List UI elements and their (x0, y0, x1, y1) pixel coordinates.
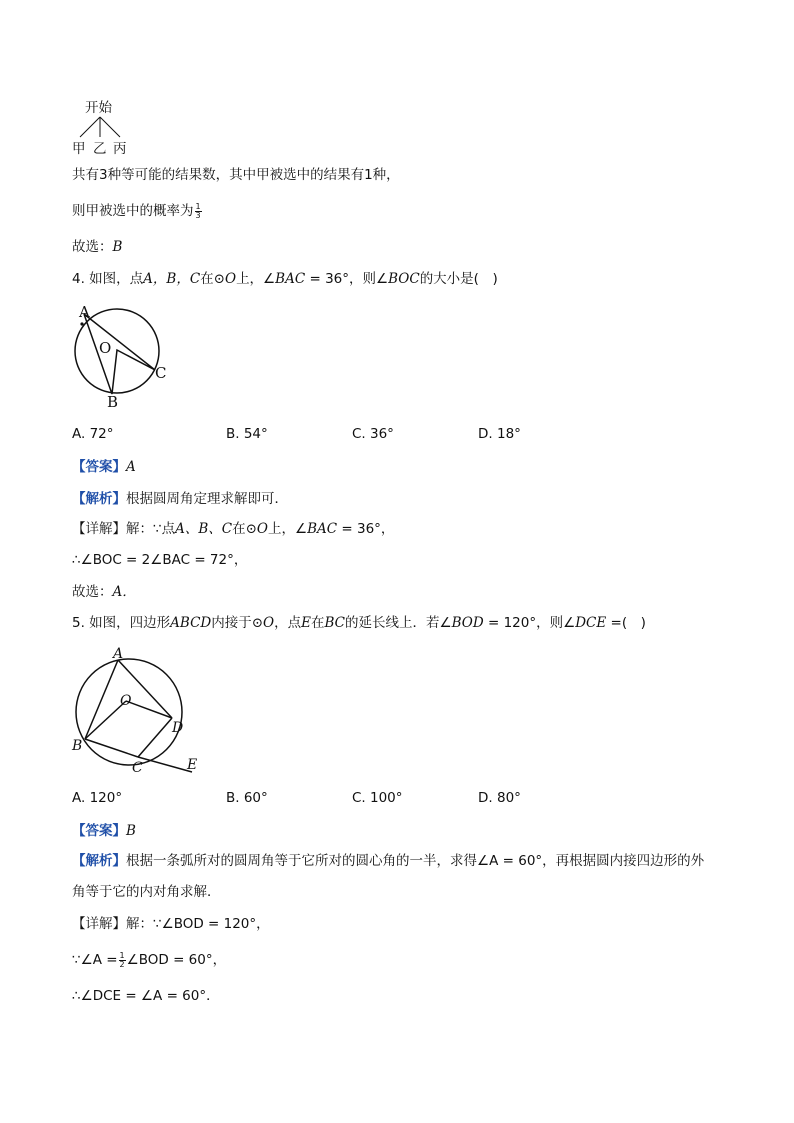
q5-analysis-line2: 角等于它的内对角求解． (72, 884, 221, 900)
fraction-one-half: $\frac{1}{2}$ (119, 950, 125, 969)
q5-analysis-line1: 【解析】根据一条弧所对的圆周角等于它所对的圆心角的一半，求得∠A = 60°，再根据圆内接四边形的外 (72, 853, 705, 869)
q5-option-d: D. 80° (478, 790, 521, 806)
q4-label-a: A (79, 303, 90, 321)
tree-root: 开始 (85, 100, 112, 116)
q4-label-o: O (99, 339, 112, 357)
q5-label-e: E (187, 757, 198, 773)
q5-analysis-tag: 【解析】 (72, 853, 126, 869)
q5-side-bc (85, 739, 138, 757)
q5-option-a: A. 120° (72, 790, 123, 806)
q5-answer-tag: 【答案】 (72, 823, 126, 839)
q3-choice-line: 故选：B (72, 239, 123, 255)
q3-choice: B (112, 239, 123, 255)
tree-leaf-jia: 甲 (72, 141, 86, 157)
q4-answer: A (126, 459, 136, 475)
q5-step2: ∵∠A = $\frac{1}{2}$ ∠BOD = 60°， (72, 950, 227, 969)
q4-option-b: B. 54° (226, 426, 268, 442)
q3-probability-line (72, 202, 203, 220)
q5-label-b: B (72, 738, 83, 754)
q4-label-c: C (155, 364, 167, 382)
q4-stem: 4. 如图，点A，B，C在⊙O上，∠BAC = 36°，则∠BOC的大小是( ) (72, 271, 498, 287)
q5-side-ab (85, 660, 118, 739)
q4-analysis-tag: 【解析】 (72, 491, 126, 507)
q4-option-a: A. 72° (72, 426, 114, 442)
tree-branch-right (100, 117, 120, 137)
tree-leaf-bing: 丙 (113, 141, 127, 157)
q4-option-c: C. 36° (352, 426, 394, 442)
q4-circle-figure (70, 298, 180, 410)
tree-leaf-yi: 乙 (93, 141, 107, 157)
q5-label-c: C (132, 760, 143, 776)
q5-option-c: C. 100° (352, 790, 403, 806)
q4-option-d: D. 18° (478, 426, 521, 442)
q5-label-d: D (172, 720, 184, 736)
q4-analysis-line: 【解析】根据圆周角定理求解即可． (72, 491, 288, 507)
q5-answer-line (72, 822, 136, 840)
q4-detail-line: 【详解】解：∵点A、B、C在⊙O上，∠BAC = 36°， (72, 521, 395, 537)
q5-label-o: O (120, 693, 132, 709)
q5-detail-tag: 【详解】 (72, 916, 126, 932)
q3-result-line: 共有3种等可能的结果数，其中甲被选中的结果有1种， (72, 167, 400, 183)
q4-step2: ∴∠BOC = 2∠BAC = 72°， (72, 552, 248, 568)
tree-diagram (68, 96, 138, 158)
q4-detail-tag: 【详解】 (72, 521, 126, 537)
q4-choice-line: 故选：A． (72, 584, 136, 600)
q5-stem: 5. 如图，四边形ABCD内接于⊙O，点E在BC的延长线上．若∠BOD = 120°，则∠DCE =( ) (72, 615, 646, 631)
q5-detail-line: 【详解】解：∵∠BOD = 120°， (72, 916, 270, 932)
q5-answer: B (126, 823, 136, 839)
q5-option-b: B. 60° (226, 790, 268, 806)
q4-answer-tag: 【答案】 (72, 459, 126, 475)
q5-side-ad (118, 660, 172, 718)
q5-extension-ce (138, 757, 192, 772)
q4-point-a-dot (80, 322, 83, 325)
tree-branch-left (80, 117, 100, 137)
q5-step3: ∴∠DCE = ∠A = 60°． (72, 988, 220, 1004)
q4-label-b: B (107, 393, 119, 410)
q5-circle-figure (66, 642, 206, 776)
q4-answer-line (72, 458, 136, 476)
q3-probability-text: 则甲被选中的概率为 (72, 203, 194, 219)
fraction-one-third: $\frac{1}{3}$ (195, 201, 201, 220)
q5-label-a: A (113, 646, 124, 662)
q5-side-cd (138, 718, 172, 757)
